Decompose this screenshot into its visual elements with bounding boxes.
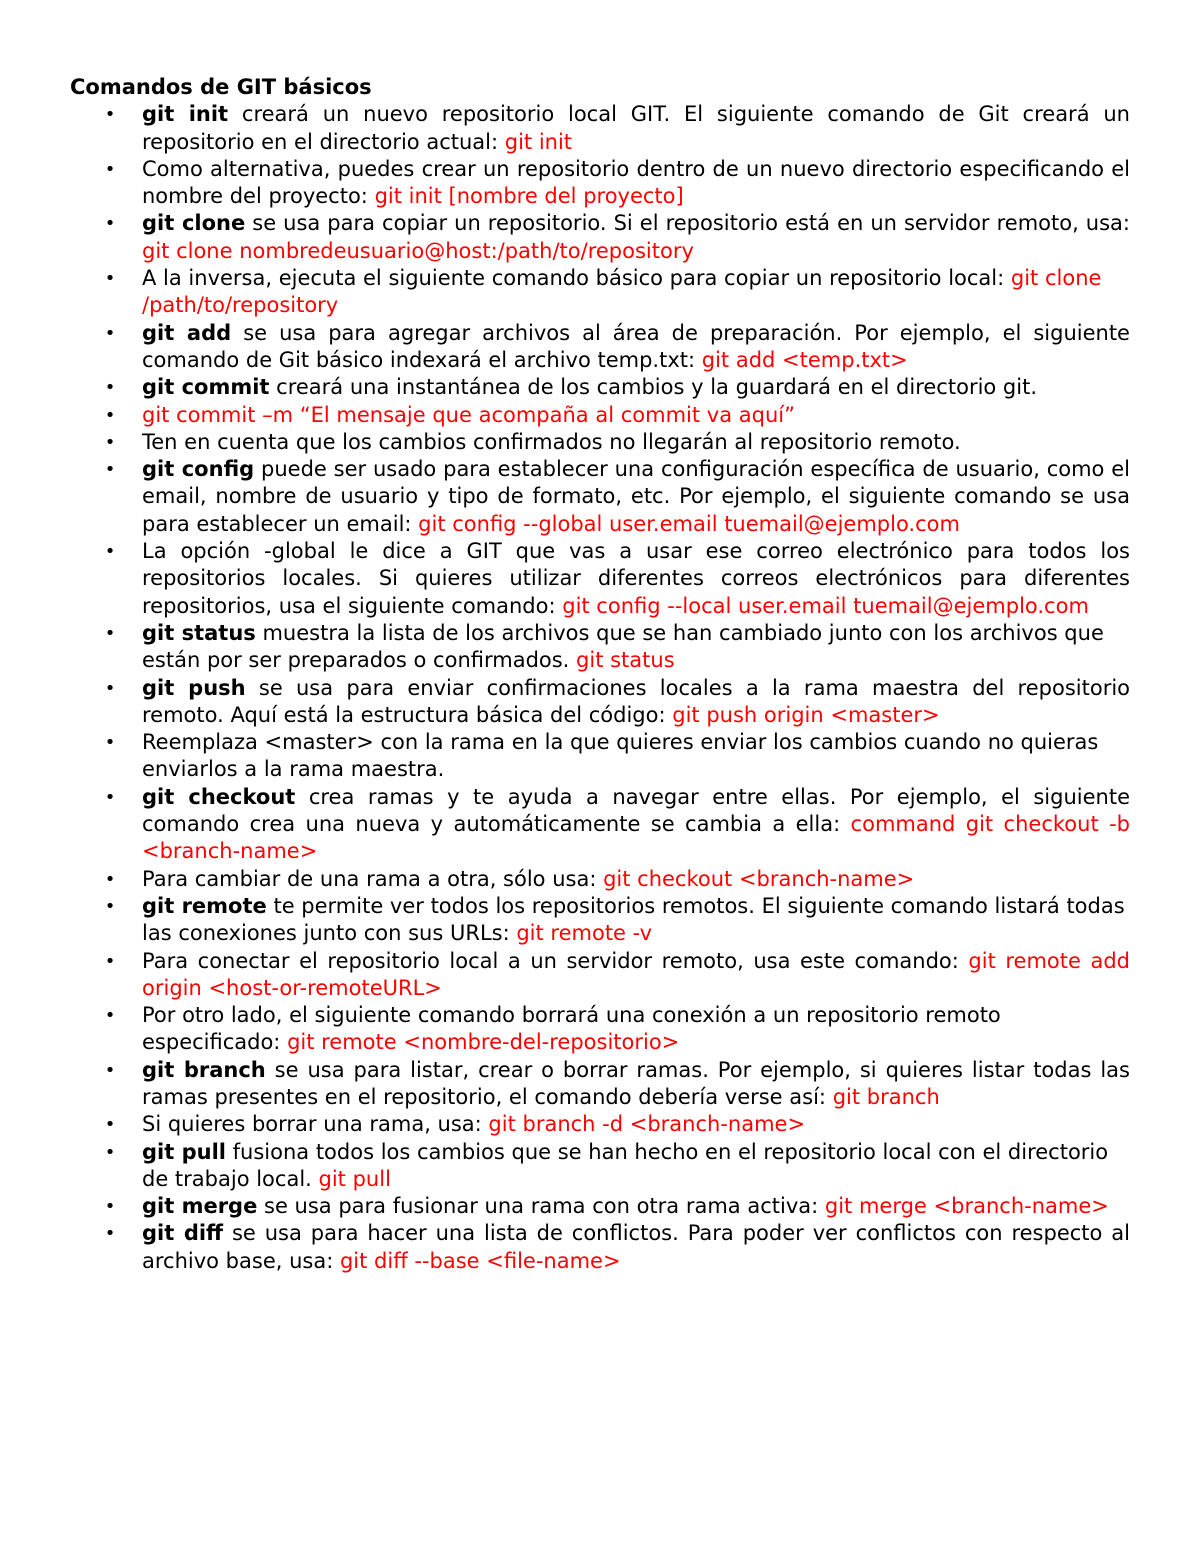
bullet-icon: • <box>104 1141 116 1163</box>
bullet-icon: • <box>104 895 116 917</box>
list-item <box>70 101 1130 156</box>
item-text: se usa para agregar archivos al área de preparación. Por ejemplo, el siguiente comando de Git básico indexará el archivo temp.txt: <box>142 320 1130 372</box>
command-example: git remote -v <box>516 921 653 946</box>
item-text: La opción -global le dice a GIT que vas a usar ese correo electrónico para todos los repositorios locales. Si quieres utilizar diferentes correos electrónicos para diferentes repositorios, usa el siguiente comando: <box>142 539 1130 618</box>
command-example: command git checkout -b <branch-name> <box>142 812 1130 864</box>
command-name: git commit <box>142 375 270 400</box>
item-text: creará una instantánea de los cambios y la guardará en el directorio git. <box>269 375 1038 400</box>
command-example: git pull <box>318 1166 391 1191</box>
list-item <box>70 320 1130 375</box>
list-item <box>70 866 1130 893</box>
document-title: Comandos de GIT básicos <box>70 75 372 99</box>
list-item <box>70 456 1130 538</box>
bullet-icon: • <box>104 268 116 290</box>
list-item <box>70 784 1130 866</box>
list-item <box>70 156 1130 211</box>
item-text: puede ser usado para establecer una configuración específica de usuario, como el email, nombre de usuario y tipo de formato, etc. Por ejemplo, el siguiente comando se usa para establecer un email: <box>142 457 1130 536</box>
command-name: git add <box>142 320 232 345</box>
command-name: git diff <box>142 1221 224 1246</box>
command-name: git merge <box>142 1194 258 1219</box>
list-item <box>70 538 1130 620</box>
command-example: git remote <nombre-del-repositorio> <box>287 1030 680 1055</box>
bullet-icon: • <box>104 868 116 890</box>
bullet-icon: • <box>104 622 116 644</box>
bullet-icon: • <box>104 322 116 344</box>
bullet-icon: • <box>104 104 116 126</box>
list-item <box>70 210 1130 265</box>
list-item <box>70 620 1130 675</box>
command-example: git branch <box>832 1084 940 1109</box>
command-name: git branch <box>142 1057 266 1082</box>
item-text: se usa para hacer una lista de conflictos. Para poder ver conflictos con respecto al archivo base, usa: <box>142 1221 1130 1273</box>
command-name: git pull <box>142 1139 226 1164</box>
bullet-icon: • <box>104 459 116 481</box>
item-text: te permite ver todos los repositorios remotos. El siguiente comando listará todas las conexiones junto con sus URLs: <box>142 893 1125 946</box>
command-name: git status <box>142 620 256 645</box>
command-example: git branch -d <branch-name> <box>488 1112 806 1137</box>
list-item <box>70 675 1130 730</box>
bullet-icon: • <box>104 1005 116 1027</box>
list-item <box>70 893 1130 948</box>
command-name: git clone <box>142 211 246 236</box>
command-name: git remote <box>142 893 267 918</box>
command-name: git push <box>142 675 246 700</box>
item-text: Para conectar el repositorio local a un servidor remoto, usa este comando: <box>142 948 969 973</box>
item-text: creará un nuevo repositorio local GIT. El siguiente comando de Git creará un repositorio en el directorio actual: <box>142 102 1130 154</box>
item-text: se usa para fusionar una rama con otra rama activa: <box>257 1194 825 1219</box>
document-page <box>70 74 1130 1275</box>
item-text: se usa para copiar un repositorio. Si el repositorio está en un servidor remoto, usa: <box>245 211 1130 236</box>
list-item <box>70 429 1130 456</box>
command-example: git checkout <branch-name> <box>603 866 915 891</box>
bullet-icon: • <box>104 404 116 426</box>
item-text: A la inversa, ejecuta el siguiente comando básico para copiar un repositorio local: <box>142 266 1011 291</box>
command-example: git init [nombre del proyecto] <box>374 184 684 209</box>
list-item <box>70 1057 1130 1112</box>
item-text: Ten en cuenta que los cambios confirmados no llegarán al repositorio remoto. <box>142 429 961 454</box>
bullet-icon: • <box>104 541 116 563</box>
command-name: git config <box>142 457 255 482</box>
command-example: git status <box>576 648 675 673</box>
list-item <box>70 1193 1130 1220</box>
list-item <box>70 948 1130 1003</box>
item-text: Para cambiar de una rama a otra, sólo usa: <box>142 866 604 891</box>
bullet-icon: • <box>104 1114 116 1136</box>
bullet-icon: • <box>104 950 116 972</box>
command-example: git clone /path/to/repository <box>142 266 1102 318</box>
command-example: git clone nombredeusuario@host:/path/to/repository <box>142 238 694 263</box>
item-text: se usa para listar, crear o borrar ramas. Por ejemplo, si quieres listar todas las ramas presentes en el repositorio, el comando debería verse así: <box>142 1057 1130 1109</box>
item-text: Como alternativa, puedes crear un repositorio dentro de un nuevo directorio especificando el nombre del proyecto: <box>142 156 1130 209</box>
bullet-icon: • <box>104 732 116 754</box>
list-item <box>70 1220 1130 1275</box>
list-item <box>70 402 1130 429</box>
list-item <box>70 374 1130 401</box>
command-example: git push origin <master> <box>672 702 940 727</box>
bullet-icon: • <box>104 377 116 399</box>
bullet-icon: • <box>104 158 116 180</box>
command-example: git add <temp.txt> <box>701 347 908 372</box>
bullet-icon: • <box>104 1223 116 1245</box>
list-item <box>70 1002 1130 1057</box>
command-example: git config --global user.email tuemail@ejemplo.com <box>418 511 960 536</box>
command-name: git checkout <box>142 784 296 809</box>
command-name: git init <box>142 102 229 127</box>
bullet-icon: • <box>104 677 116 699</box>
item-text: se usa para enviar confirmaciones locales a la rama maestra del repositorio remoto. Aquí está la estructura básica del código: <box>142 675 1131 727</box>
list-item <box>70 1111 1130 1138</box>
command-example: git config --local user.email tuemail@ejemplo.com <box>562 593 1089 618</box>
bullet-icon: • <box>104 213 116 235</box>
list-item <box>70 729 1130 784</box>
bullet-icon: • <box>104 1196 116 1218</box>
item-text: crea ramas y te ayuda a navegar entre ellas. Por ejemplo, el siguiente comando crea una nueva y automáticamente se cambia a ella: <box>142 784 1130 837</box>
command-example: git remote add origin <host-or-remoteURL> <box>142 948 1130 1000</box>
command-example: git merge <branch-name> <box>824 1194 1109 1219</box>
item-text: muestra la lista de los archivos que se han cambiado junto con los archivos que están por ser preparados o confirmados. <box>142 620 1104 673</box>
list-item <box>70 265 1130 320</box>
item-text: Reemplaza <master> con la rama en la que quieres enviar los cambios cuando no quieras enviarlos a la rama maestra. <box>142 730 1099 782</box>
item-text: Por otro lado, el siguiente comando borrará una conexión a un repositorio remoto especificado: <box>142 1003 1001 1055</box>
command-example: git diff --base <file-name> <box>339 1248 621 1273</box>
bullet-icon: • <box>104 431 116 453</box>
command-list <box>70 101 1130 1275</box>
command-example: git init <box>504 129 573 154</box>
item-text: Si quieres borrar una rama, usa: <box>142 1112 489 1137</box>
item-text: fusiona todos los cambios que se han hecho en el repositorio local con el directorio de trabajo local. <box>142 1139 1109 1191</box>
bullet-icon: • <box>104 1059 116 1081</box>
bullet-icon: • <box>104 786 116 808</box>
command-example: git commit –m “El mensaje que acompaña al commit va aquí” <box>142 402 795 427</box>
list-item <box>70 1139 1130 1194</box>
